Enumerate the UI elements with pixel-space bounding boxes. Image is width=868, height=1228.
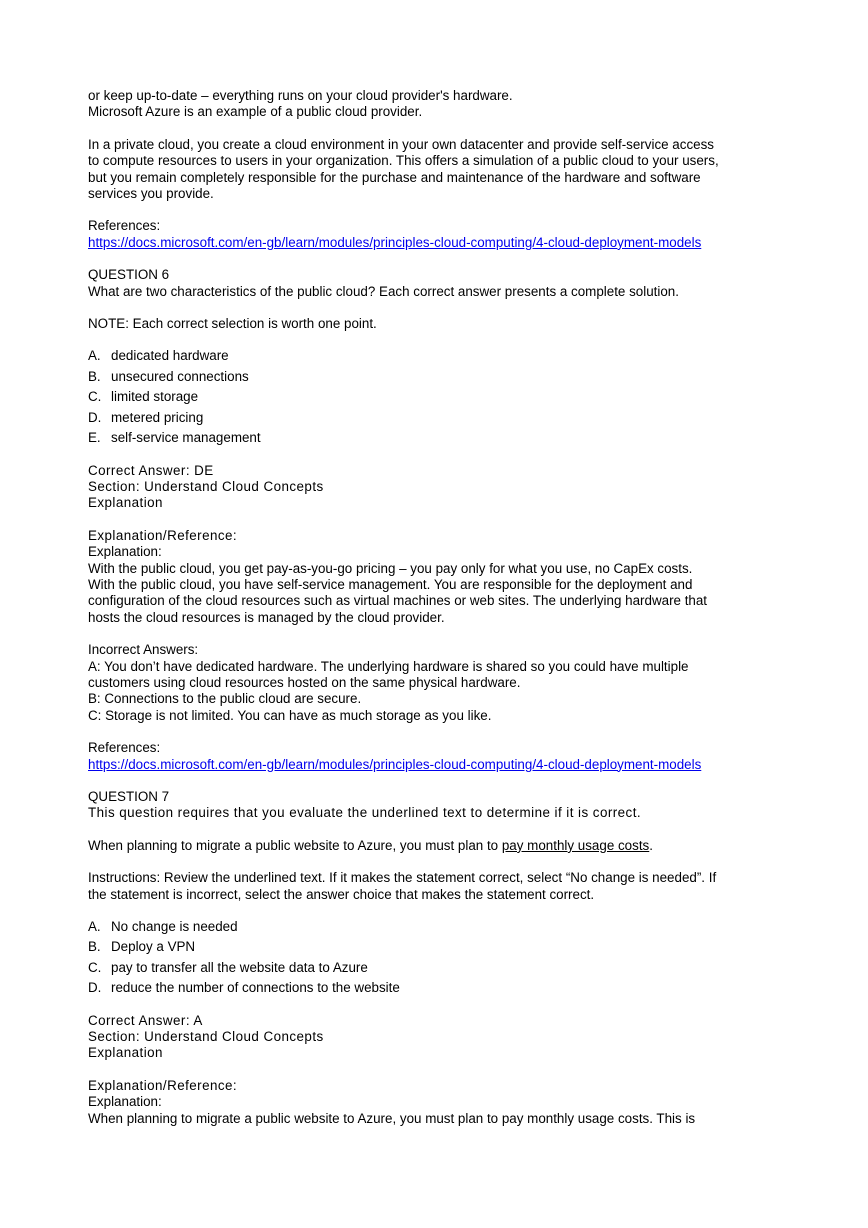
option-letter: C. — [88, 389, 102, 405]
option-b[interactable] — [88, 937, 788, 957]
option-letter: A. — [88, 348, 101, 364]
page-content — [88, 88, 788, 1127]
incorrect-line: A: You don’t have dedicated hardware. The underlying hardware is shared so you could have multiple — [88, 658, 689, 674]
private-line: to compute resources to users in your organization. This offers a simulation of a public cloud to your users, — [88, 153, 719, 169]
option-letter: A. — [88, 919, 101, 935]
option-b[interactable] — [88, 367, 788, 387]
question-6-options — [88, 346, 788, 448]
option-a[interactable] — [88, 917, 788, 937]
option-d[interactable] — [88, 408, 788, 428]
references-link[interactable]: https://docs.microsoft.com/en-gb/learn/modules/principles-cloud-computing/4-cloud-deployment-models — [88, 756, 702, 772]
references-label: References: — [88, 218, 161, 234]
incorrect-line: customers using cloud resources hosted on the same physical hardware. — [88, 674, 521, 690]
option-c[interactable] — [88, 387, 788, 407]
incorrect-answers-label: Incorrect Answers: — [88, 642, 199, 658]
option-letter: E. — [88, 430, 101, 446]
option-letter: B. — [88, 939, 101, 955]
explanation-line: When planning to migrate a public website to Azure, you must plan to pay monthly usage costs. This is — [88, 1110, 696, 1126]
correct-answer: Correct Answer: DE — [88, 462, 214, 478]
option-text: Deploy a VPN — [111, 939, 196, 955]
question-7-statement: When planning to migrate a public website to Azure, you must plan to pay monthly usage costs. — [88, 837, 653, 853]
option-a[interactable] — [88, 346, 788, 366]
private-cloud-paragraph — [88, 137, 788, 203]
option-letter: B. — [88, 368, 101, 384]
private-line: but you remain completely responsible for the purchase and maintenance of the hardware and software — [88, 169, 701, 185]
option-text: reduce the number of connections to the website — [111, 980, 400, 996]
intro-line-2: Microsoft Azure is an example of a public cloud provider. — [88, 104, 423, 120]
option-text: metered pricing — [111, 409, 204, 425]
references-link[interactable]: https://docs.microsoft.com/en-gb/learn/modules/principles-cloud-computing/4-cloud-deployment-models — [88, 234, 702, 250]
explanation-line: With the public cloud, you get pay-as-you-go pricing – you pay only for what you use, no CapEx costs. — [88, 560, 693, 576]
option-letter: D. — [88, 980, 102, 996]
option-text: dedicated hardware — [111, 348, 229, 364]
section-label: Section: Understand Cloud Concepts — [88, 1029, 324, 1045]
correct-answer: Correct Answer: A — [88, 1012, 203, 1028]
private-line: services you provide. — [88, 186, 214, 202]
option-text: No change is needed — [111, 919, 238, 935]
explanation-label: Explanation: — [88, 544, 162, 560]
explanation-line: hosts the cloud resources is managed by the cloud provider. — [88, 609, 445, 625]
references-label: References: — [88, 740, 161, 756]
private-line: In a private cloud, you create a cloud environment in your own datacenter and provide self-service access — [88, 136, 714, 152]
question-7-options — [88, 917, 788, 999]
option-text: self-service management — [111, 430, 261, 446]
explanation-line: configuration of the cloud resources such as virtual machines or web sites. The underlying hardware that — [88, 593, 708, 609]
question-6-text: What are two characteristics of the public cloud? Each correct answer presents a complete solution. — [88, 283, 679, 299]
option-d[interactable] — [88, 978, 788, 998]
explanation-heading: Explanation — [88, 495, 163, 511]
explanation-label: Explanation: — [88, 1094, 162, 1110]
question-6-note: NOTE: Each correct selection is worth one point. — [88, 316, 377, 332]
instructions-line: the statement is incorrect, select the answer choice that makes the statement correct. — [88, 886, 595, 902]
underlined-text: pay monthly usage costs — [501, 837, 650, 853]
option-text: unsecured connections — [111, 368, 249, 384]
incorrect-line: B: Connections to the public cloud are secure. — [88, 691, 362, 707]
section-label: Section: Understand Cloud Concepts — [88, 478, 324, 494]
incorrect-line: C: Storage is not limited. You can have as much storage as you like. — [88, 707, 492, 723]
intro-line-1: or keep up-to-date – everything runs on your cloud provider's hardware. — [88, 88, 513, 103]
question-7-text: This question requires that you evaluate the underlined text to determine if it is correct. — [88, 805, 642, 821]
option-c[interactable] — [88, 958, 788, 978]
option-text: limited storage — [111, 389, 199, 405]
option-e[interactable] — [88, 428, 788, 448]
option-letter: D. — [88, 409, 102, 425]
question-6-title: QUESTION 6 — [88, 267, 170, 283]
explanation-reference-label: Explanation/Reference: — [88, 527, 238, 543]
explanation-reference-label: Explanation/Reference: — [88, 1077, 238, 1093]
instructions-line: Instructions: Review the underlined text. If it makes the statement correct, select “No change is needed”. If — [88, 870, 717, 886]
option-text: pay to transfer all the website data to Azure — [111, 959, 368, 975]
explanation-heading: Explanation — [88, 1045, 163, 1061]
question-7-title: QUESTION 7 — [88, 789, 170, 804]
option-letter: C. — [88, 959, 102, 975]
explanation-line: With the public cloud, you have self-service management. You are responsible for the deployment and — [88, 576, 693, 592]
